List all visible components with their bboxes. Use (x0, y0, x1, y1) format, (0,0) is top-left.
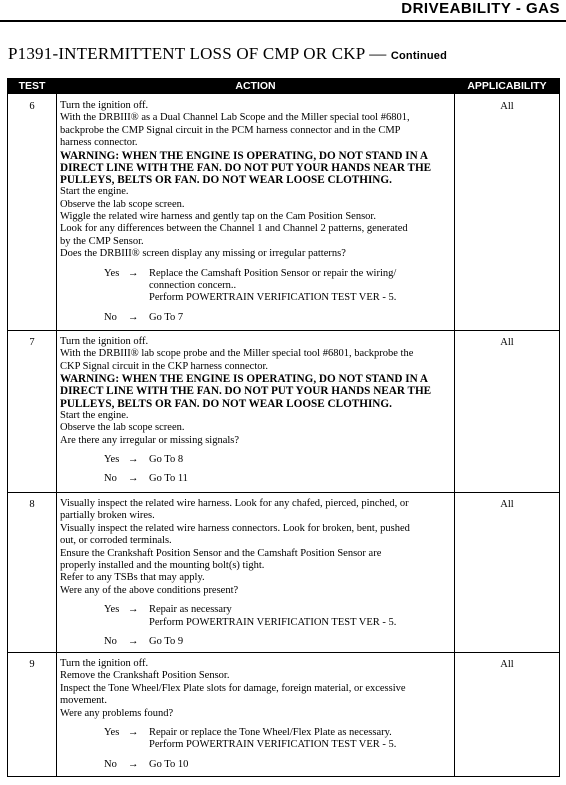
yes-label: Yes (104, 604, 120, 616)
outcome-text: Go To 8 (149, 454, 184, 466)
action-line: Refer to any TSBs that may apply. (60, 572, 205, 584)
action-line: Start the engine. (60, 409, 129, 421)
yes-label: Yes (104, 454, 120, 466)
action-line: Start the engine. (60, 186, 129, 198)
spacer (60, 629, 452, 636)
action-line: backprobe the CMP Signal circuit in the PCM harness connector and in the CMP (60, 124, 401, 136)
no-label: No (104, 636, 117, 648)
action-line: With the DRBIII® as a Dual Channel Lab Scope and the Miller special tool #6801, (60, 112, 410, 124)
action-line: Visually inspect the related wire harness. Look for any chafed, pierced, pinched, or (60, 498, 409, 509)
outcome-text: connection concern.. (149, 280, 237, 292)
yes-outcome (60, 454, 452, 466)
yes-label: Yes (104, 727, 120, 739)
action-line: Look for any differences between the Channel 1 and Channel 2 patterns, generated (60, 223, 408, 235)
no-outcome (60, 759, 452, 771)
yes-outcome (60, 268, 452, 280)
no-outcome (60, 473, 452, 485)
no-label: No (104, 758, 117, 770)
table-row (8, 94, 559, 330)
page-header (0, 0, 566, 22)
spacer (60, 261, 452, 268)
outcome-text: Go To 10 (149, 758, 189, 770)
col-header-action: ACTION (235, 80, 276, 92)
warning-line: DIRECT LINE WITH THE FAN. DO NOT PUT YOUR HANDS NEAR THE (60, 385, 432, 398)
action-line: properly installed and the mounting bolt(s) tight. (60, 560, 265, 572)
outcome-text: Perform POWERTRAIN VERIFICATION TEST VER - 5. (149, 739, 397, 751)
outcome-text: Perform POWERTRAIN VERIFICATION TEST VER - 5. (149, 292, 397, 304)
spacer (60, 597, 452, 604)
row-divider (8, 330, 559, 331)
outcome-text: Repair or replace the Tone Wheel/Flex Plate as necessary. (149, 727, 392, 739)
action-line: Turn the ignition off. (60, 100, 149, 111)
table-row (8, 652, 559, 776)
warning-line: DIRECT LINE WITH THE FAN. DO NOT PUT YOUR HANDS NEAR THE (60, 161, 432, 174)
applicability-value: All (500, 659, 514, 670)
col-header-applicability: APPLICABILITY (467, 80, 547, 92)
table-header (8, 79, 559, 94)
action-text (60, 658, 452, 771)
applicability-value: All (500, 101, 514, 112)
warning-line: PULLEYS, BELTS OR FAN. DO NOT WEAR LOOSE CLOTHING. (60, 174, 392, 187)
action-line: Remove the Crankshaft Position Sensor. (60, 670, 230, 682)
arrow-icon: → (128, 454, 139, 466)
action-line: by the CMP Sensor. (60, 235, 144, 247)
spacer (60, 720, 452, 727)
outcome-text: Repair as necessary (149, 604, 232, 616)
action-line: Observe the lab scope screen. (60, 198, 185, 210)
row-divider (8, 492, 559, 493)
action-line: Were any of the above conditions present? (60, 584, 239, 596)
action-text (60, 336, 452, 486)
arrow-icon: → (128, 267, 139, 279)
action-line: Ensure the Crankshaft Position Sensor and the Camshaft Position Sensor are (60, 547, 382, 559)
warning-line: WARNING: WHEN THE ENGINE IS OPERATING, DO NOT STAND IN A (60, 373, 428, 386)
outcome-text: Go To 11 (149, 473, 188, 485)
table-row (8, 330, 559, 492)
no-outcome (60, 636, 452, 648)
warning-line: WARNING: WHEN THE ENGINE IS OPERATING, DO NOT STAND IN A (60, 149, 428, 162)
test-number: 9 (29, 659, 35, 670)
test-number: 6 (29, 101, 35, 112)
section-title: DRIVEABILITY - GAS (401, 0, 560, 17)
arrow-icon: → (128, 758, 139, 770)
test-number: 7 (29, 337, 35, 348)
action-line: out, or corroded terminals. (60, 535, 172, 547)
arrow-icon: → (128, 473, 139, 485)
spacer (60, 466, 452, 473)
action-line: movement. (60, 695, 107, 707)
spacer (60, 305, 452, 312)
col-header-test: TEST (18, 80, 46, 92)
arrow-icon: → (128, 727, 139, 739)
arrow-icon: → (128, 636, 139, 648)
title-main: P1391-INTERMITTENT LOSS OF CMP OR CKP (8, 44, 365, 63)
arrow-icon: → (128, 604, 139, 616)
arrow-icon: → (128, 311, 139, 323)
test-number: 8 (29, 499, 35, 510)
applicability-value: All (500, 337, 514, 348)
outcome-text: Replace the Camshaft Position Sensor or repair the wiring/ (149, 267, 397, 279)
warning-line: PULLEYS, BELTS OR FAN. DO NOT WEAR LOOSE CLOTHING. (60, 397, 392, 410)
table-row (8, 492, 559, 652)
yes-outcome (60, 727, 452, 739)
yes-label: Yes (104, 267, 120, 279)
no-label: No (104, 311, 117, 323)
diagnostic-table (7, 78, 560, 777)
outcome-text: Go To 9 (149, 636, 184, 648)
no-outcome (60, 312, 452, 324)
header-rule (0, 20, 566, 22)
action-line: Observe the lab scope screen. (60, 422, 185, 434)
title-dash: — (369, 44, 387, 63)
action-line: Wiggle the related wire harness and gently tap on the Cam Position Sensor. (60, 211, 376, 223)
action-line: With the DRBIII® lab scope probe and the Miller special tool #6801, backprobe the (60, 348, 414, 360)
action-line: Are there any irregular or missing signals? (60, 434, 240, 446)
action-line: Inspect the Tone Wheel/Flex Plate slots for damage, foreign material, or excessive (60, 682, 406, 694)
action-line: Does the DRBIII® screen display any missing or irregular patterns? (60, 248, 346, 260)
document-title (8, 44, 447, 64)
row-divider (8, 652, 559, 653)
action-text (60, 100, 452, 324)
yes-outcome (60, 604, 452, 616)
action-line: Visually inspect the related wire harness connectors. Look for broken, bent, pushed (60, 522, 410, 534)
spacer (60, 447, 452, 454)
no-label: No (104, 473, 117, 485)
action-line: Turn the ignition off. (60, 658, 149, 669)
action-line: harness connector. (60, 137, 138, 149)
action-line: Were any problems found? (60, 707, 174, 719)
outcome-text: Perform POWERTRAIN VERIFICATION TEST VER - 5. (149, 616, 397, 628)
spacer (60, 752, 452, 759)
applicability-value: All (500, 499, 514, 510)
action-text (60, 498, 452, 648)
action-line: partially broken wires. (60, 510, 155, 522)
title-continued: Continued (390, 50, 448, 62)
action-line: Turn the ignition off. (60, 336, 149, 347)
action-line: CKP Signal circuit in the CKP harness connector. (60, 360, 269, 372)
outcome-text: Go To 7 (149, 311, 184, 323)
